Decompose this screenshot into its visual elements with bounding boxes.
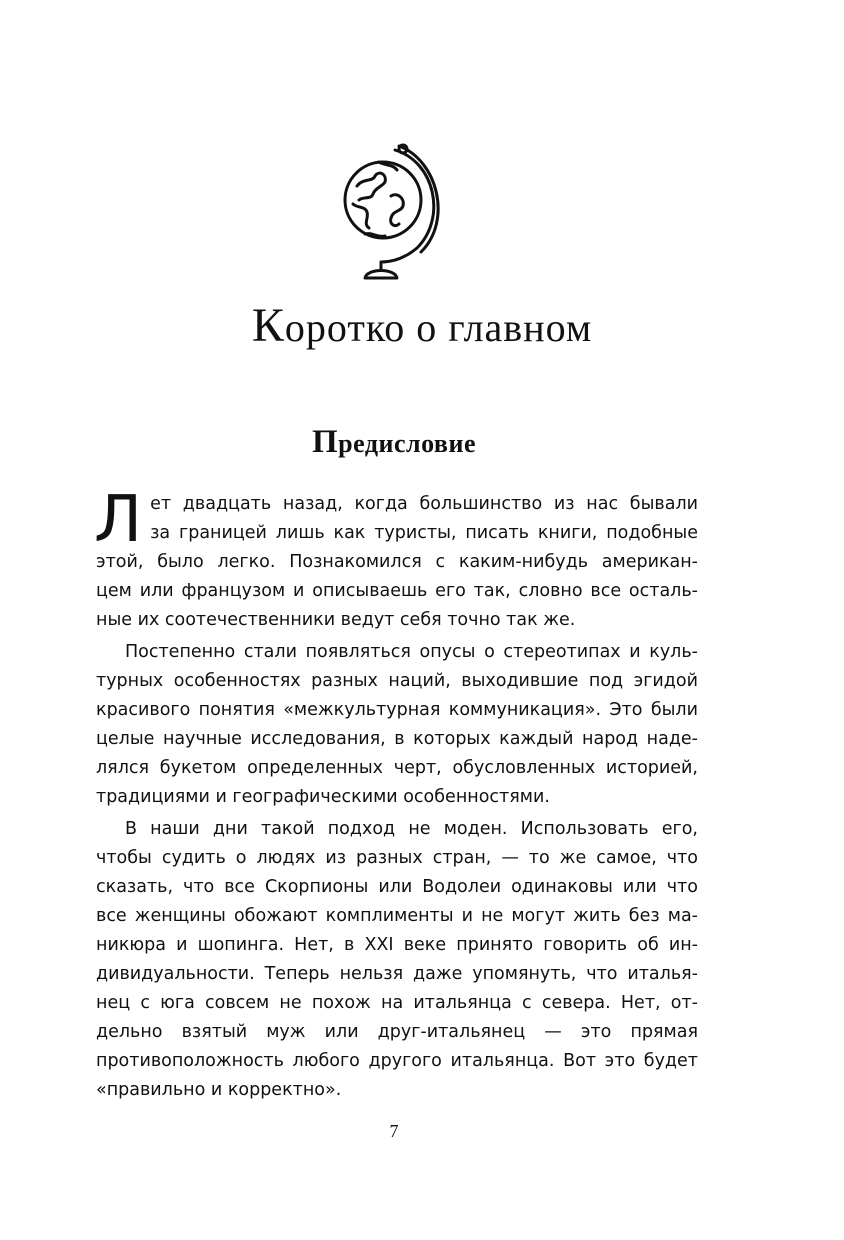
drop-cap: Л bbox=[94, 483, 143, 557]
paragraph-line: Постепенно стали появляться опусы о стереотипах и куль- bbox=[125, 642, 698, 662]
paragraph-line: все женщины обожают комплименты и не могут жить без ма- bbox=[96, 906, 698, 926]
paragraph-line: ные их соотечественники ведут себя точно так же. bbox=[96, 610, 576, 630]
paragraph-line: чтобы судить о людях из разных стран, — то же самое, что bbox=[96, 848, 698, 868]
paragraph-line: лялся букетом определенных черт, обусловленных историей, bbox=[96, 758, 698, 778]
paragraph-line: целые научные исследования, в которых каждый народ наде- bbox=[96, 729, 698, 749]
paragraph-line: сказать, что все Скорпионы или Водолеи одинаковы или что bbox=[96, 877, 698, 897]
paragraph-line: красивого понятия «межкультурная коммуникация». Это были bbox=[96, 700, 698, 720]
paragraph-line: «правильно и корректно». bbox=[96, 1080, 342, 1100]
paragraph-line: противоположность любого другого итальянца. Вот это будет bbox=[96, 1051, 698, 1071]
chapter-title bbox=[0, 298, 844, 356]
paragraph-line: В наши дни такой подход не моден. Использовать его, bbox=[125, 819, 698, 839]
paragraph-line: турных особенностях разных наций, выходившие под эгидой bbox=[96, 671, 698, 691]
paragraph-line: дельно взятый муж или друг-итальянец — это прямая bbox=[96, 1022, 698, 1042]
section-title-first-letter: П bbox=[311, 424, 339, 460]
body-text bbox=[94, 483, 698, 1108]
globe-icon bbox=[335, 138, 455, 288]
paragraph-1 bbox=[94, 483, 698, 635]
page-number: 7 bbox=[389, 1121, 399, 1141]
paragraph-2 bbox=[96, 638, 698, 812]
paragraph-line: этой, было легко. Познакомился с каким-нибудь американ- bbox=[96, 552, 698, 572]
paragraph-line: нец с юга совсем не похож на итальянца с севера. Нет, от- bbox=[96, 993, 698, 1013]
section-title bbox=[0, 422, 788, 464]
chapter-title-rest: оротко о главном bbox=[284, 305, 593, 350]
section-title-rest: редисловие bbox=[338, 429, 476, 458]
paragraph-line: традициями и географическими особенностями. bbox=[96, 787, 550, 807]
paragraph-line: ет двадцать назад, когда большинство из нас бывали bbox=[150, 494, 698, 514]
paragraph-3 bbox=[96, 815, 698, 1105]
paragraph-line: цем или французом и описываешь его так, словно все осталь- bbox=[96, 581, 698, 601]
paragraph-line: дивидуальности. Теперь нельзя даже упомянуть, что италья- bbox=[96, 964, 698, 984]
paragraph-line: никюра и шопинга. Нет, в XXI веке принято говорить об ин- bbox=[96, 935, 698, 955]
chapter-title-first-letter: К bbox=[251, 299, 285, 352]
paragraph-line: за границей лишь как туристы, писать книги, подобные bbox=[150, 523, 698, 543]
